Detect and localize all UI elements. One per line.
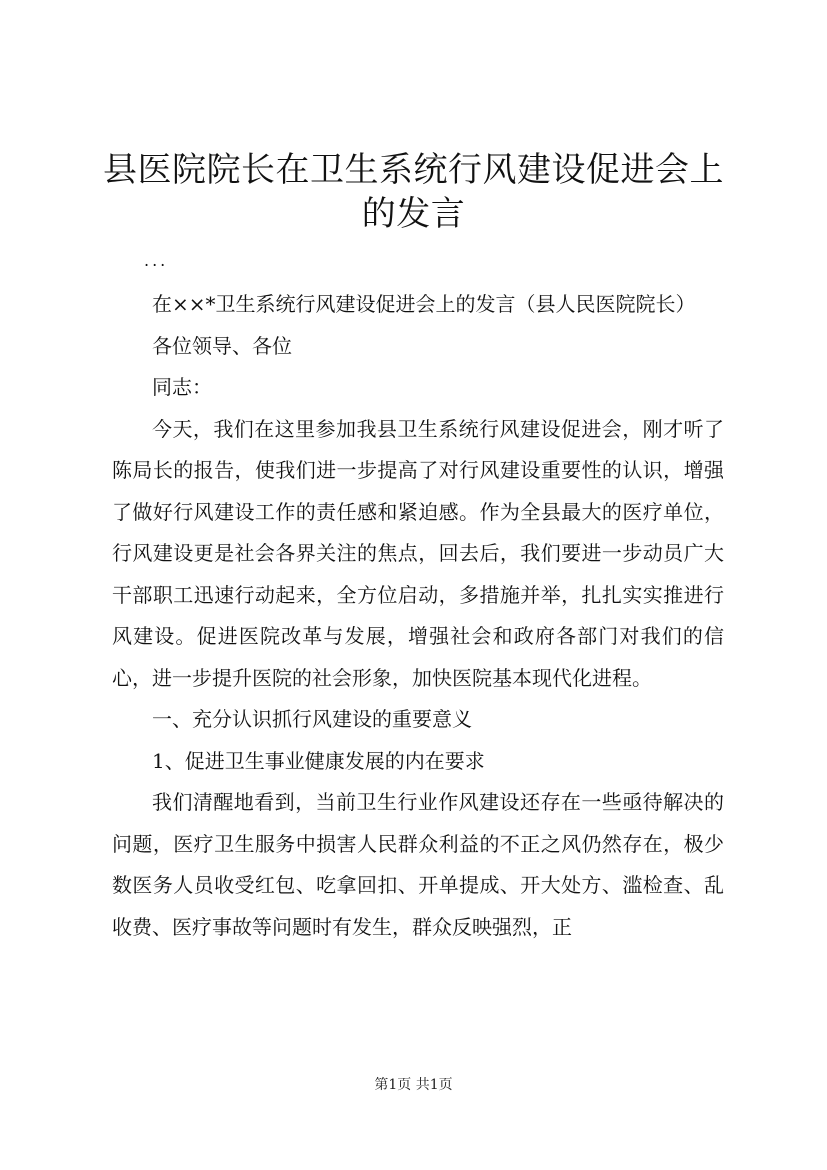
speech-heading: 在××*卫生系统行风建设促进会上的发言（县人民医院院长） <box>152 292 696 316</box>
intro-paragraph: 今天，我们在这里参加我县卫生系统行风建设促进会，刚才听了陈局长的报告，使我们进一步提高了对行风建设重要性的认识，增强了做好行风建设工作的责任感和紧迫感。作为全县最大的医疗单位，行风建设更是社会各界关注的焦点，回去后，我们要进一步动员广大干部职工迅速行动起来，全方位启动，多措施并举，扎扎实实推进行风建设。促进医院改革与发展，增强社会和政府各部门对我们的信心，进一步提升医院的社会形象，加快医院基本现代化进程。 <box>112 416 724 690</box>
document-body <box>112 246 724 948</box>
document-title: 县医院院长在卫生系统行风建设促进会上的发言 <box>103 150 724 234</box>
section-heading: 一、充分认识抓行风建设的重要意义 <box>152 707 472 731</box>
salutation-line: 各位领导、各位 <box>152 333 292 358</box>
subsection-heading: 1、促进卫生事业健康发展的内在要求 <box>152 748 485 773</box>
body-paragraph: 我们清醒地看到，当前卫生行业作风建设还存在一些亟待解决的问题，医疗卫生服务中损害人民群众利益的不正之风仍然存在，极少数医务人员收受红包、吃拿回扣、开单提成、开大处方、滥检查、乱收费、医疗事故等问题时有发生，群众反映强烈，正 <box>112 790 724 939</box>
ellipsis-line: ... <box>144 251 169 270</box>
page-footer: 第1页 共1页 <box>374 1077 453 1093</box>
salutation-line-2: 同志： <box>152 375 212 399</box>
